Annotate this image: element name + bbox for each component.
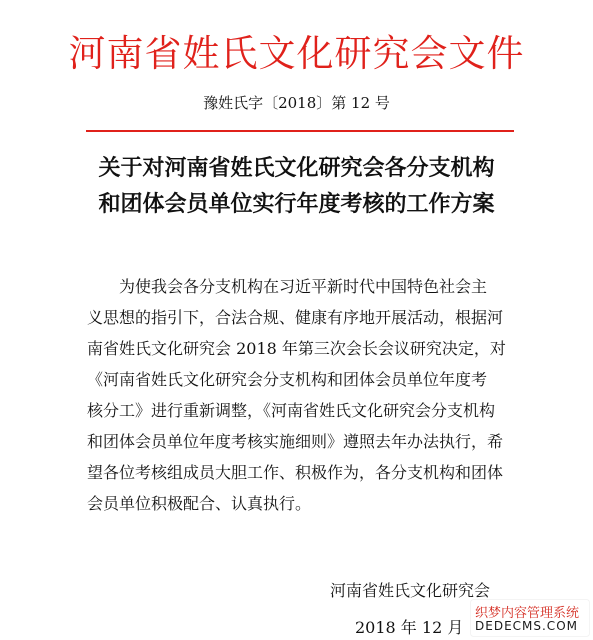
body-paragraph <box>87 271 519 519</box>
watermark-line-2: DEDECMS.COM <box>475 619 578 633</box>
document-number: 豫姓氏字〔2018〕第 12 号 <box>203 94 390 112</box>
body-line: 义思想的指引下，合法合规、健康有序地开展活动，根据河 <box>87 308 504 327</box>
body-line: 核分工》进行重新调整，《河南省姓氏文化研究会分支机构 <box>87 401 496 420</box>
body-line: 南省姓氏文化研究会 2018 年第三次会长会议研究决定，对 <box>87 339 506 358</box>
signature-org: 河南省姓氏文化研究会 <box>330 581 491 600</box>
body-line: 和团体会员单位年度考核实施细则》遵照去年办法执行，希 <box>87 432 504 451</box>
watermark-line-1: 织梦内容管理系统 <box>475 606 580 621</box>
document-title-line-2: 和团体会员单位实行年度考核的工作方案 <box>98 191 495 217</box>
org-header-title: 河南省姓氏文化研究会文件 <box>68 32 525 75</box>
signature-date: 2018 年 12 月 <box>355 618 464 637</box>
body-line: 望各位考核组成员大胆工作、积极作为，各分支机构和团体 <box>87 463 504 482</box>
red-divider <box>86 130 514 132</box>
body-line: 会员单位积极配合、认真执行。 <box>87 494 312 513</box>
watermark-logo <box>471 600 589 636</box>
body-line: 为使我会各分支机构在习近平新时代中国特色社会主 <box>119 277 488 296</box>
document-title-line-1: 关于对河南省姓氏文化研究会各分支机构 <box>98 155 495 181</box>
body-line: 《河南省姓氏文化研究会分支机构和团体会员单位年度考 <box>87 370 488 389</box>
